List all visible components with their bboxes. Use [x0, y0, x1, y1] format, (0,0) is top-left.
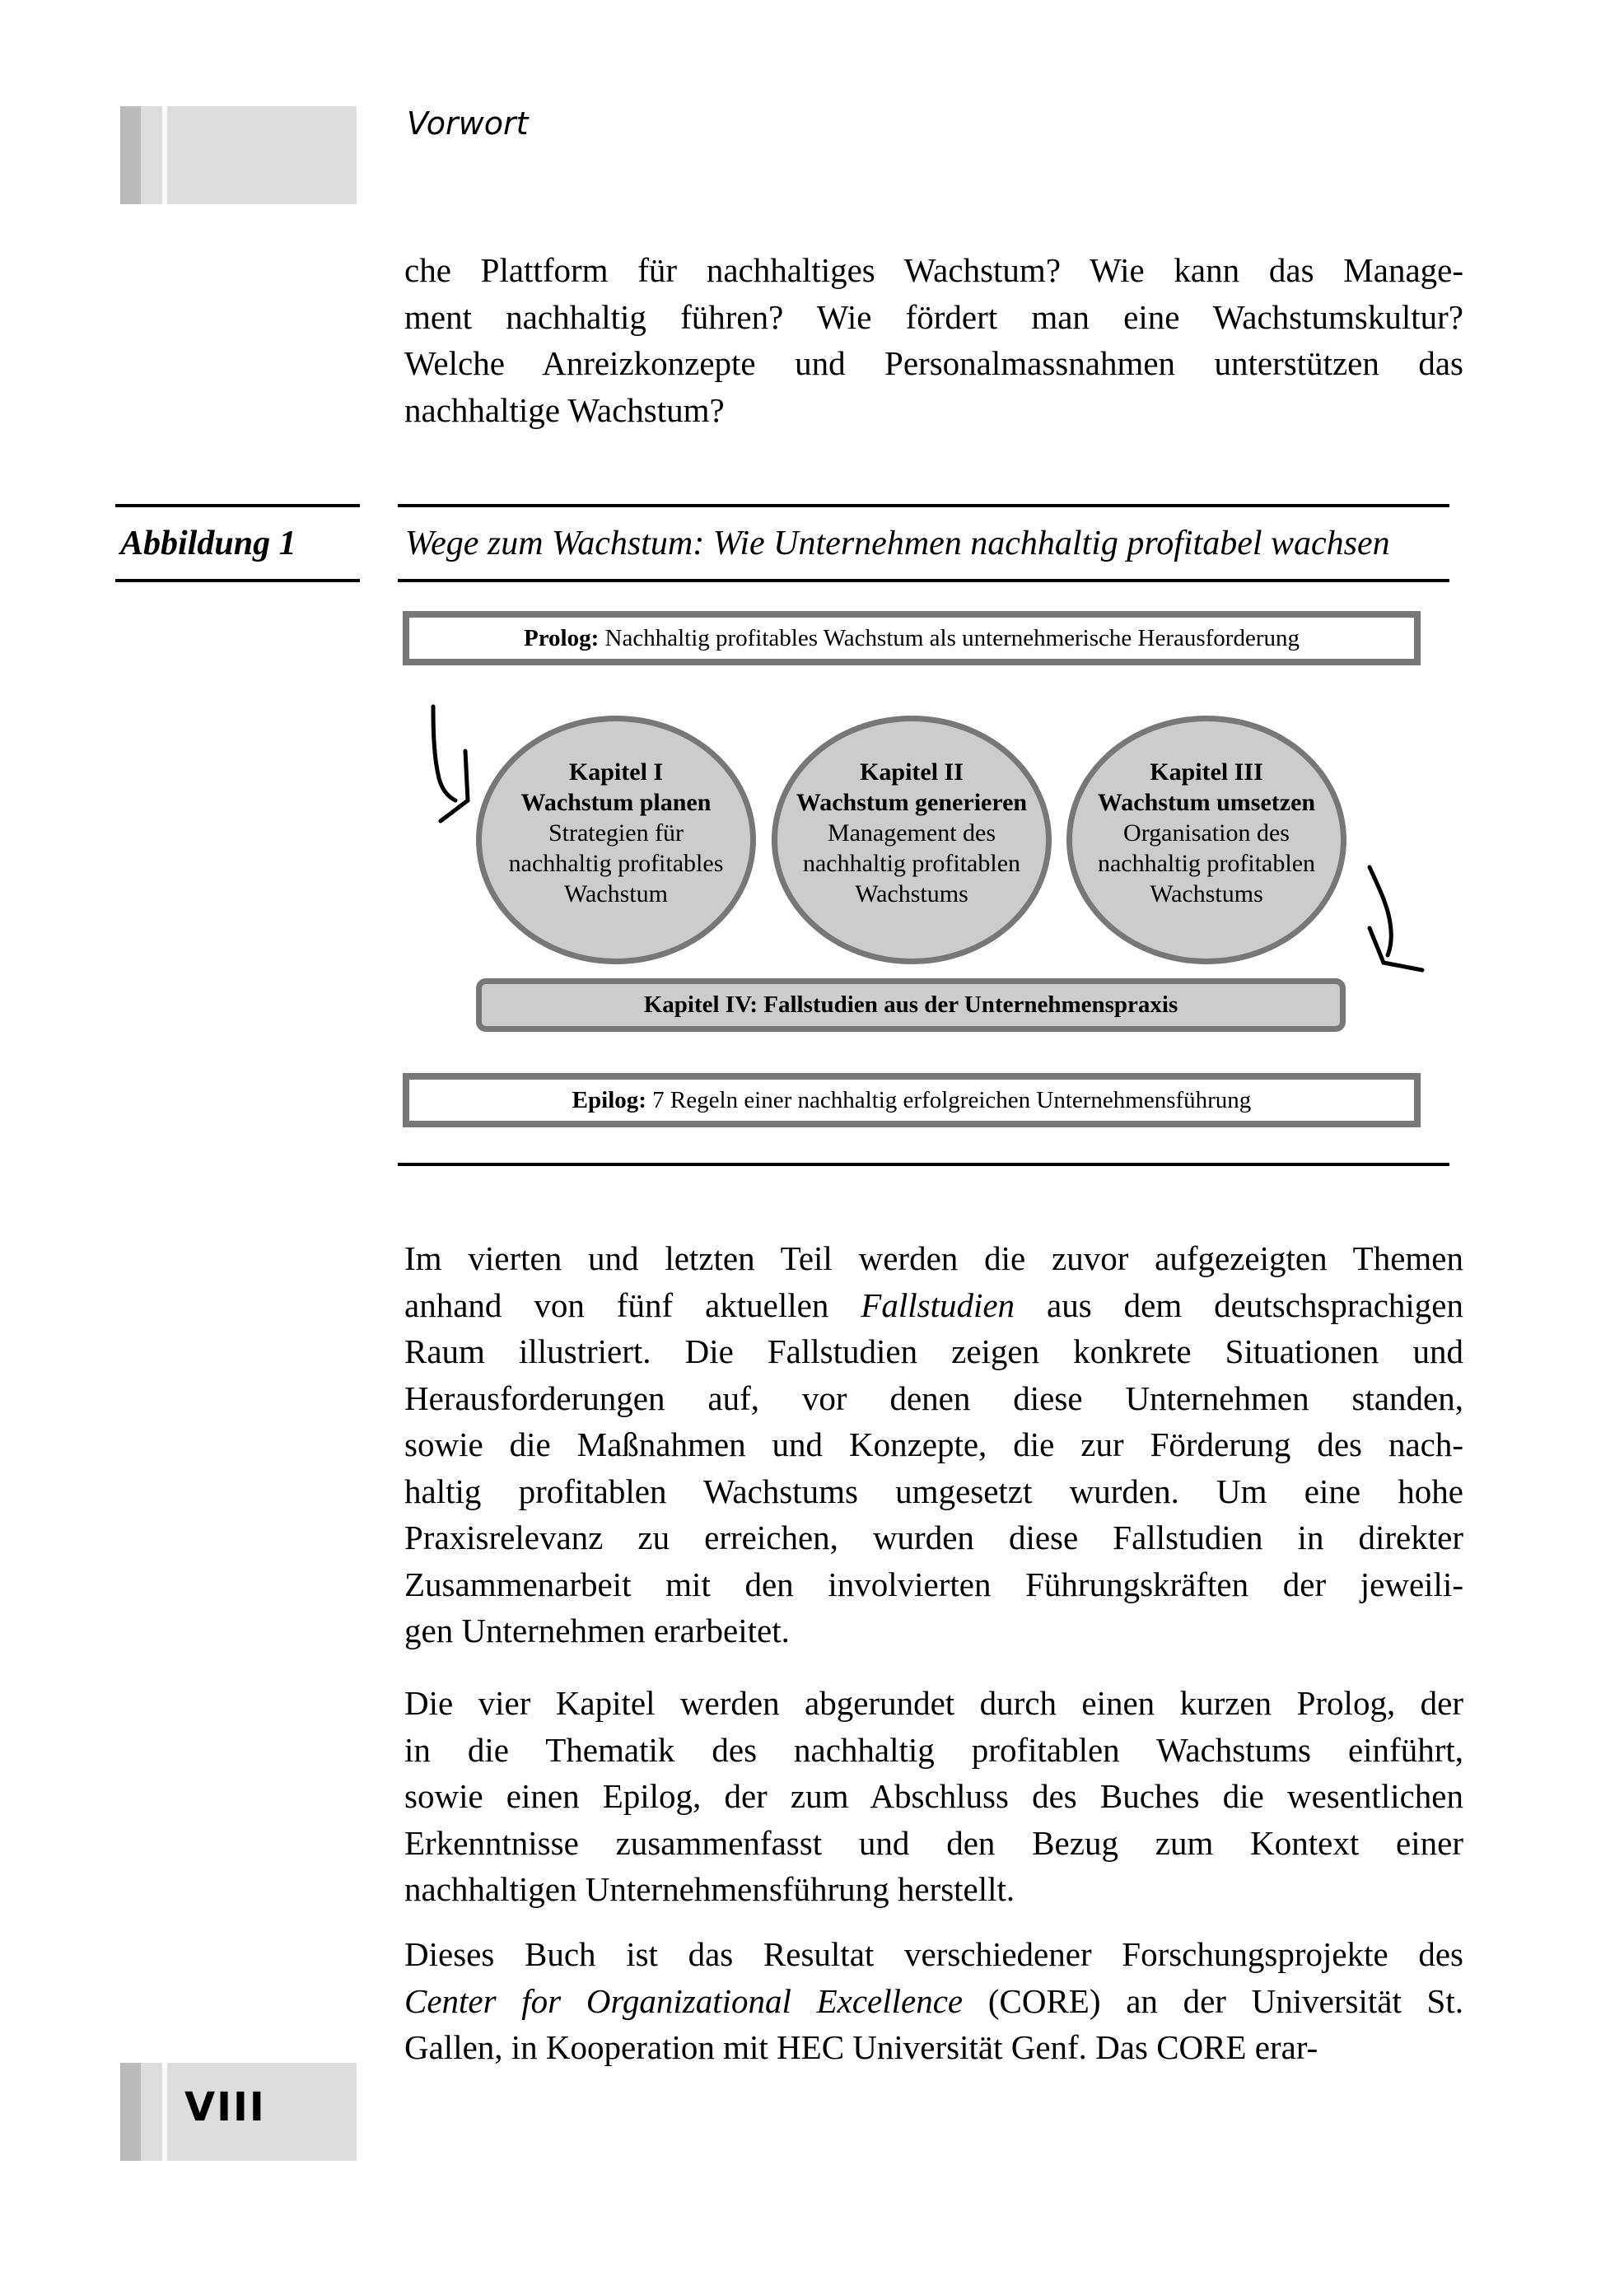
text-line: Praxisrelevanz zu erreichen, wurden diese Fallstudien in direkter	[404, 1519, 1463, 1556]
chapter-subtitle-line: Management des	[827, 819, 996, 847]
text-line: ment nachhaltig führen? Wie fördert man eine Wachstumskultur?	[404, 297, 1463, 336]
text-line: anhand von fünf aktuellen Fallstudien aus dem deutschsprachigen	[404, 1285, 1464, 1324]
text-line: sowie einen Epilog, der zum Abschluss des Buches die wesentlichen	[404, 1777, 1463, 1815]
text-line: Gallen, in Kooperation mit HEC Universität Genf. Das CORE erar-	[404, 2028, 1318, 2066]
hand-drawn-arrow-right-icon	[1363, 861, 1433, 980]
chapter-iv-bar: Kapitel IV: Fallstudien aus der Unternehmenspraxis	[476, 978, 1346, 1032]
emphasis: Fallstudien	[861, 1285, 1015, 1324]
text-line: Im vierten und letzten Teil werden die zuvor aufgezeigten Themen	[404, 1239, 1463, 1277]
chapter-oval-2	[772, 716, 1052, 964]
figure-label: Abbildung 1	[120, 525, 296, 562]
chapter-title: Wachstum umsetzen	[1097, 788, 1316, 816]
text-line: Welche Anreizkonzepte und Personalmassnahmen unterstützen das	[404, 344, 1463, 382]
tab-accent-strip	[120, 2063, 141, 2161]
chapter-subtitle-line: Wachstum	[564, 879, 668, 907]
chapter-subtitle-line: Wachstums	[1150, 879, 1263, 907]
prolog-label: Prolog:	[523, 624, 600, 651]
text-line: nachhaltigen Unternehmensführung herstellt.	[404, 1870, 1015, 1908]
text-line: Zusammenarbeit mit den involvierten Führungskräften der jeweili-	[404, 1565, 1463, 1603]
epilog-text: 7 Regeln einer nachhaltig erfolgreichen Unternehmensführung	[646, 1086, 1252, 1113]
epilog-box	[403, 1073, 1421, 1127]
page-number: VIII	[184, 2084, 266, 2130]
paragraph-case-studies	[404, 1235, 1463, 1654]
figure-title: Wege zum Wachstum: Wie Unternehmen nachhaltig profitabel wachsen	[405, 525, 1390, 562]
paragraph-prolog-epilog	[404, 1680, 1463, 1913]
chapter-oval-1	[476, 716, 756, 964]
chapter-title: Wachstum planen	[520, 788, 712, 816]
text-line: Dieses Buch ist das Resultat verschiedener Forschungsprojekte des	[404, 1935, 1463, 1973]
figure-title-rule-bottom	[398, 579, 1449, 582]
intro-paragraph	[404, 247, 1463, 433]
chapter-subtitle-line: Strategien für	[548, 819, 684, 847]
chapter-subtitle-line: Organisation des	[1123, 819, 1290, 847]
text-line: Raum illustriert. Die Fallstudien zeigen konkrete Situationen und	[404, 1332, 1463, 1370]
hand-drawn-arrow-left-icon	[424, 700, 482, 828]
chapter-oval-3	[1066, 716, 1346, 964]
prolog-box	[403, 611, 1421, 665]
chapter-number: Kapitel I	[568, 758, 664, 786]
running-footer-tab	[120, 2063, 357, 2161]
chapter-subtitle-line: Wachstums	[855, 879, 968, 907]
text-line: in die Thematik des nachhaltig profitablen Wachstums einführt,	[404, 1730, 1463, 1769]
chapter-subtitle-line: nachhaltig profitablen	[1097, 849, 1316, 877]
chapter-number: Kapitel III	[1150, 758, 1263, 786]
tab-gap	[162, 2063, 167, 2161]
text-line: Erkenntnisse zusammenfasst und den Bezug zum Kontext einer	[404, 1823, 1463, 1862]
figure-label-rule-bottom	[115, 579, 360, 582]
chapter-title: Wachstum generieren	[796, 788, 1028, 816]
tab-gap	[162, 106, 167, 204]
figure-bottom-rule	[398, 1163, 1449, 1166]
paragraph-research-origin	[404, 1931, 1463, 2071]
emphasis: Center for Organizational Excellence	[404, 1981, 964, 2020]
text-line: nachhaltige Wachstum?	[404, 390, 725, 429]
tab-accent-strip	[120, 106, 141, 204]
text-line: sowie die Maßnahmen und Konzepte, die zur Förderung des nach-	[404, 1425, 1463, 1463]
chapter-subtitle-line: nachhaltig profitablen	[802, 849, 1021, 877]
chapter-subtitle-line: nachhaltig profitables	[508, 849, 724, 877]
figure-label-rule-top	[115, 504, 360, 507]
figure-title-rule-top	[398, 504, 1449, 507]
prolog-text: Nachhaltig profitables Wachstum als unternehmerische Herausforderung	[599, 624, 1300, 651]
text-line: che Plattform für nachhaltiges Wachstum? Wie kann das Manage-	[404, 251, 1463, 289]
text-line: Die vier Kapitel werden abgerundet durch einen kurzen Prolog, der	[404, 1684, 1463, 1722]
text-line: haltig profitablen Wachstums umgesetzt wurden. Um eine hohe	[404, 1472, 1463, 1510]
text-line: Herausforderungen auf, vor denen diese Unternehmen standen,	[404, 1379, 1463, 1417]
running-header-tab	[120, 106, 357, 204]
running-header-title: Vorwort	[407, 105, 529, 142]
text-line: Center for Organizational Excellence (CORE) an der Universität St.	[404, 1981, 1463, 2020]
text-line: gen Unternehmen erarbeitet.	[404, 1612, 790, 1649]
epilog-label: Epilog:	[572, 1086, 646, 1113]
chapter-number: Kapitel II	[860, 758, 964, 786]
